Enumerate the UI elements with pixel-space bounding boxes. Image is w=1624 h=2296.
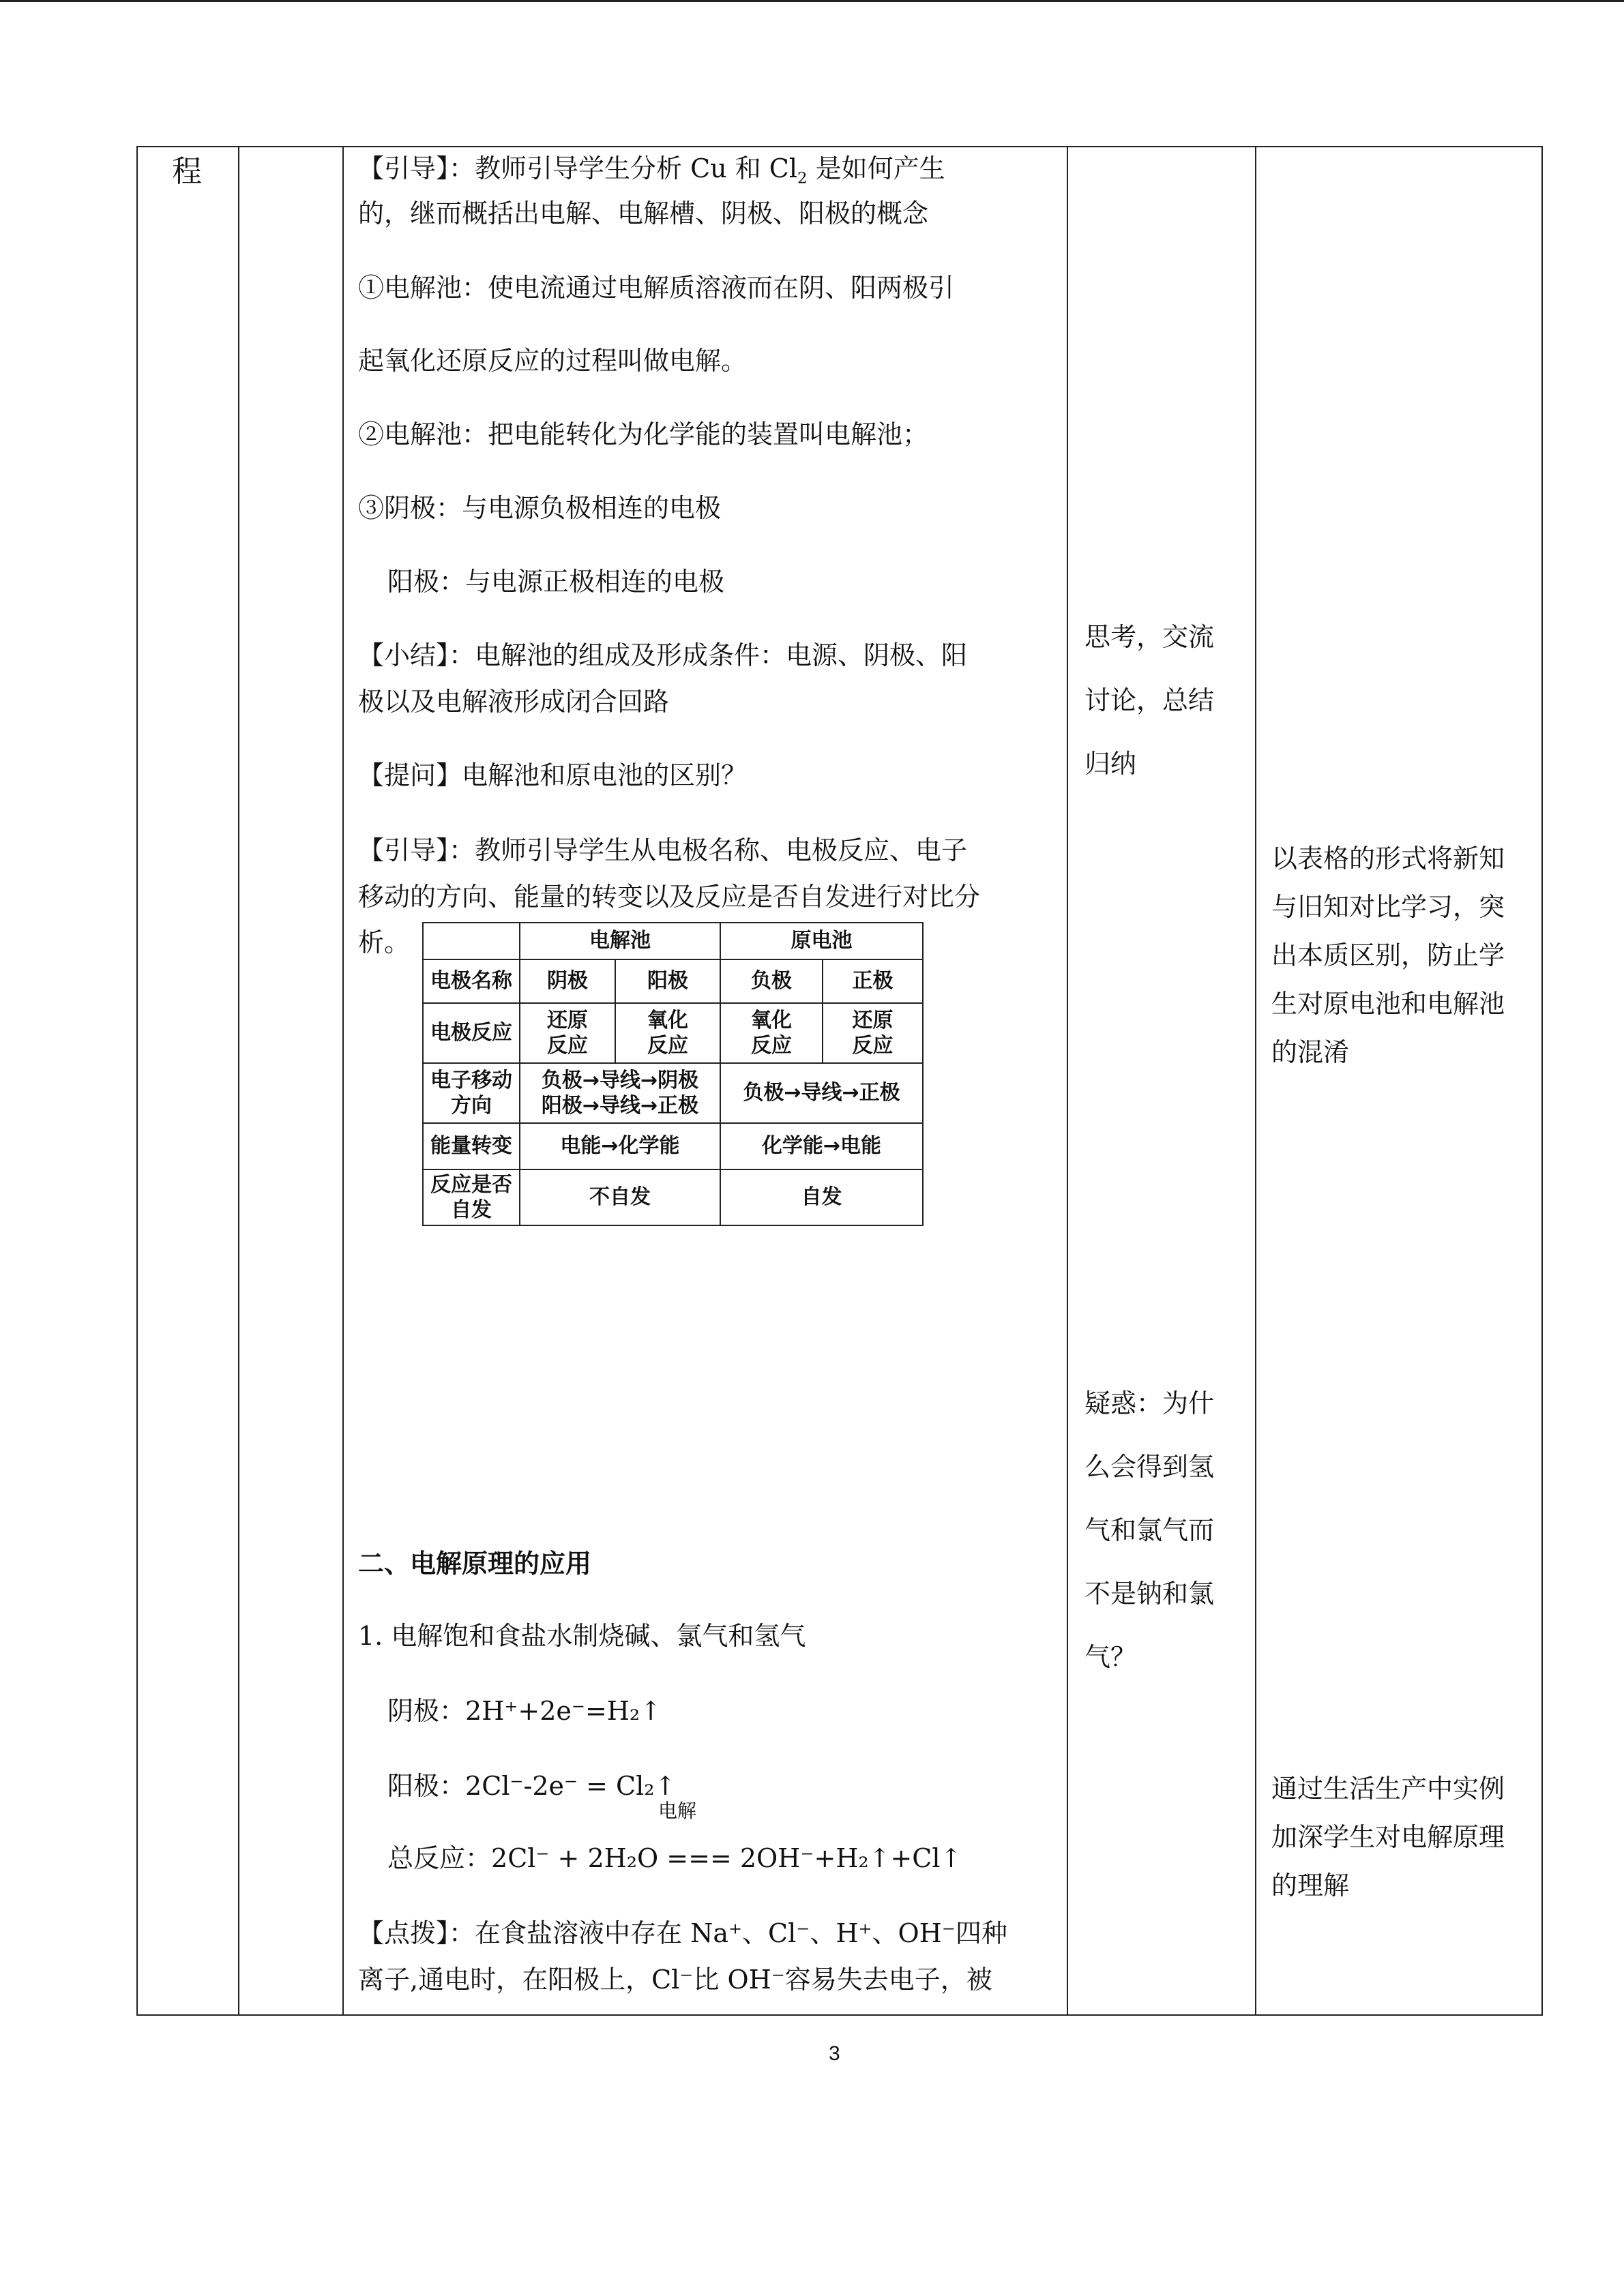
definition-electrolytic-cell: ②电解池：把电能转化为化学能的装置叫电解池； xyxy=(358,419,929,449)
cell-oxidation-2: 氧化 反应 xyxy=(720,1003,823,1063)
cell-reduction-1: 还原 反应 xyxy=(520,1003,615,1063)
cell-negative: 负极 xyxy=(720,959,823,1003)
summary-line2: 极以及电解液形成闭合回路 xyxy=(358,687,670,717)
guide-line1-tail: 是如何产生 xyxy=(807,153,945,183)
row-label-electron-flow: 电子移动 方向 xyxy=(423,1063,520,1123)
definition-cathode: ③阴极：与电源负极相连的电极 xyxy=(358,493,722,523)
summary-line1: 【小结】：电解池的组成及形成条件：电源、阴极、阳 xyxy=(358,640,968,670)
anode-label: 阳极： xyxy=(387,1771,466,1801)
cell-electron-flow-electrolytic: 负极→导线→阴极 阳极→导线→正极 xyxy=(520,1063,720,1123)
row-label-electrode-reaction: 电极反应 xyxy=(423,1003,520,1063)
cell-electron-flow-galvanic: 负极→导线→正极 xyxy=(720,1063,923,1123)
guide-paragraph-line1 xyxy=(358,153,945,188)
cell-reduction-2: 还原 反应 xyxy=(823,1003,923,1063)
cell-oxidation-1: 氧化 反应 xyxy=(615,1003,720,1063)
header-electrolytic-cell: 电解池 xyxy=(520,923,720,959)
design-intent-1: 以表格的形式将新知与旧知对比学习，突出本质区别，防止学生对原电池和电解池的混淆 xyxy=(1271,844,1505,1067)
cathode-label: 阴极： xyxy=(387,1696,466,1726)
anode-eq: 2Cl⁻-2e⁻ = Cl₂↑ xyxy=(465,1771,677,1801)
column-divider-4 xyxy=(1255,146,1256,2016)
electrolysis-condition-label: 电解 xyxy=(658,1800,697,1822)
cathode-eq: 2H⁺+2e⁻=H₂↑ xyxy=(465,1696,662,1726)
hint-line1: 【点拨】：在食盐溶液中存在 Na⁺、Cl⁻、H⁺、OH⁻四种 xyxy=(358,1918,1007,1948)
row-label-spontaneous: 反应是否 自发 xyxy=(423,1169,520,1225)
section-2-title: 二、电解原理的应用 xyxy=(358,1549,592,1579)
cell-spontaneous-galvanic: 自发 xyxy=(720,1169,923,1225)
page-top-border xyxy=(0,0,1624,2)
definition-anode: 阳极：与电源正极相连的电极 xyxy=(387,567,725,597)
row-label-energy: 能量转变 xyxy=(423,1123,520,1169)
total-reaction-equation xyxy=(387,1845,962,1871)
guide2-line1: 【引导】：教师引导学生从电极名称、电极反应、电子 xyxy=(358,835,968,865)
anode-equation xyxy=(387,1773,676,1799)
question-paragraph: 【提问】电解池和原电池的区别？ xyxy=(358,760,748,790)
guide-paragraph-line2: 的，继而概括出电解、电解槽、阴极、阳极的概念 xyxy=(358,198,929,228)
guide2-line2: 移动的方向、能量的转变以及反应是否自发进行对比分 xyxy=(358,882,981,912)
total-eq: 2Cl⁻ + 2H₂O === 2OH⁻+H₂↑+Cl↑ xyxy=(491,1843,962,1873)
cell-positive: 正极 xyxy=(823,959,923,1003)
page-number: 3 xyxy=(829,2042,840,2065)
student-activity-1: 思考，交流讨论，总结归纳 xyxy=(1084,622,1215,779)
cathode-equation xyxy=(387,1698,662,1724)
comparison-table xyxy=(422,922,924,1226)
definition-electrolysis-line1: ①电解池：使电流通过电解质溶液而在阴、阳两极引 xyxy=(358,273,955,303)
hint-line2: 离子,通电时，在阳极上，Cl⁻比 OH⁻容易失去电子，被 xyxy=(358,1965,992,1995)
cell-cathode: 阴极 xyxy=(520,959,615,1003)
column-divider-3 xyxy=(1067,146,1068,2016)
row-label-electrode-name: 电极名称 xyxy=(423,959,520,1003)
cell-spontaneous-electrolytic: 不自发 xyxy=(520,1169,720,1225)
cell-energy-electrolytic: 电能→化学能 xyxy=(520,1123,720,1169)
cell-anode: 阳极 xyxy=(615,959,720,1003)
design-intent-2: 通过生活生产中实例加深学生对电解原理的理解 xyxy=(1271,1774,1505,1900)
cell-energy-galvanic: 化学能→电能 xyxy=(720,1123,923,1169)
column-divider-2 xyxy=(342,146,344,2016)
cl2-subscript: 2 xyxy=(797,169,808,188)
column-divider-1 xyxy=(238,146,239,2016)
definition-electrolysis-line2: 起氧化还原反应的过程叫做电解。 xyxy=(358,346,748,376)
header-galvanic-cell: 原电池 xyxy=(720,923,923,959)
guide-line1-text: 【引导】：教师引导学生分析 Cu 和 Cl xyxy=(358,153,798,183)
table-corner-cell xyxy=(423,923,520,959)
total-label: 总反应： xyxy=(387,1843,492,1873)
item-1-brine-electrolysis: 1. 电解饱和食盐水制烧碱、氯气和氢气 xyxy=(358,1621,806,1651)
stage-label: 程 xyxy=(172,154,202,189)
student-activity-2: 疑惑：为什么会得到氢气和氯气而不是钠和氯气？ xyxy=(1084,1388,1215,1672)
guide2-line3: 析。 xyxy=(358,927,411,957)
